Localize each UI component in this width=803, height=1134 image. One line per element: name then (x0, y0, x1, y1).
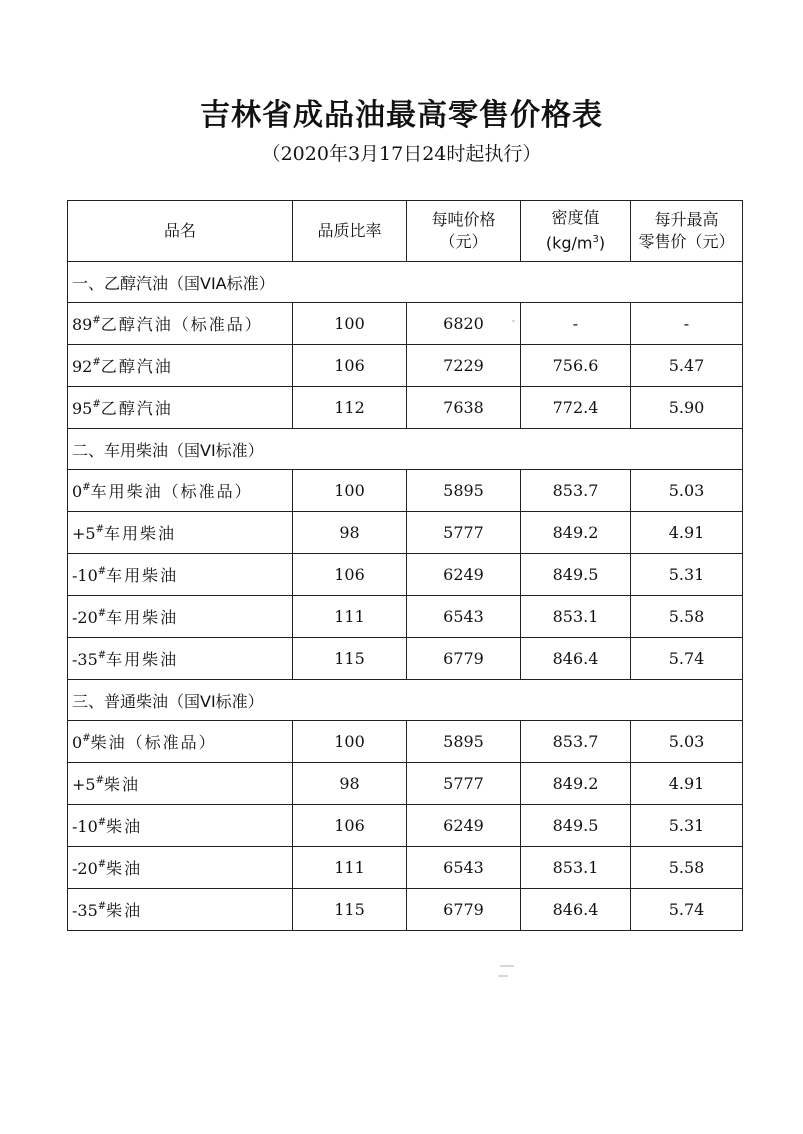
fuel-type: 车用柴油 (106, 566, 179, 585)
fuel-grade: 89# (72, 315, 101, 334)
density-value: 849.5 (521, 805, 631, 847)
product-name (68, 638, 293, 680)
retail-price-per-liter: 4.91 (631, 763, 743, 805)
fuel-grade: -35# (72, 650, 107, 669)
quality-ratio: 111 (293, 847, 407, 889)
fuel-type: 乙醇汽油 (100, 399, 173, 418)
fuel-type: 柴油（标准品） (90, 733, 217, 752)
quality-ratio: 111 (293, 596, 407, 638)
density-value: 853.7 (521, 470, 631, 512)
header-density (521, 201, 631, 262)
price-per-ton: 6820 (407, 303, 521, 345)
product-name (68, 763, 293, 805)
product-name (68, 721, 293, 763)
quality-ratio: 98 (293, 512, 407, 554)
price-per-ton: 5777 (407, 763, 521, 805)
quality-ratio: 100 (293, 303, 407, 345)
product-name (68, 889, 293, 931)
product-name (68, 805, 293, 847)
fuel-type: 柴油 (106, 817, 143, 836)
fuel-grade: 0# (72, 733, 91, 752)
section-header-row (68, 429, 743, 470)
quality-ratio: 115 (293, 638, 407, 680)
table-row (68, 470, 743, 512)
product-name (68, 512, 293, 554)
section-label: 二、车用柴油（国VI标准） (68, 429, 743, 470)
table-row (68, 763, 743, 805)
quality-ratio: 100 (293, 470, 407, 512)
quality-ratio: 112 (293, 387, 407, 429)
fuel-type: 车用柴油 (106, 608, 179, 627)
product-name (68, 596, 293, 638)
fuel-grade: -10# (72, 566, 107, 585)
table-row (68, 805, 743, 847)
retail-price-per-liter: 5.58 (631, 847, 743, 889)
price-per-ton: 5895 (407, 470, 521, 512)
retail-price-per-liter: 5.74 (631, 638, 743, 680)
retail-price-per-liter: 5.03 (631, 470, 743, 512)
quality-ratio: 98 (293, 763, 407, 805)
fuel-grade: +5# (72, 524, 104, 543)
retail-price-per-liter: 5.47 (631, 345, 743, 387)
price-per-ton: 6249 (407, 805, 521, 847)
price-per-ton: 7229 (407, 345, 521, 387)
fuel-type: 车用柴油 (106, 650, 179, 669)
table-header-row (68, 201, 743, 262)
fuel-grade: 0# (72, 482, 91, 501)
table-row (68, 889, 743, 931)
retail-price-per-liter: 5.74 (631, 889, 743, 931)
price-per-ton: 6249 (407, 554, 521, 596)
product-name (68, 554, 293, 596)
header-price-line1: 每吨价格 (431, 210, 496, 229)
retail-price-per-liter: 5.31 (631, 805, 743, 847)
fuel-type: 车用柴油 (103, 524, 176, 543)
table-row (68, 554, 743, 596)
fuel-type: 柴油 (106, 901, 143, 920)
fuel-type: 乙醇汽油（标准品） (100, 315, 263, 334)
price-per-ton: 6779 (407, 638, 521, 680)
fuel-grade: +5# (72, 775, 104, 794)
price-per-ton: 7638 (407, 387, 521, 429)
table-row (68, 596, 743, 638)
density-value: 849.2 (521, 512, 631, 554)
product-name (68, 847, 293, 889)
header-price-line2: （元） (439, 232, 488, 251)
table-row (68, 721, 743, 763)
quality-ratio: 106 (293, 345, 407, 387)
document-subtitle: （2020年3月17日24时起执行） (261, 143, 542, 165)
fuel-grade: -20# (72, 608, 107, 627)
product-name (68, 387, 293, 429)
price-per-ton: 5895 (407, 721, 521, 763)
retail-price-per-liter: 5.90 (631, 387, 743, 429)
table-row (68, 512, 743, 554)
price-per-ton: 6543 (407, 596, 521, 638)
section-label: 一、乙醇汽油（国VIA标准） (68, 262, 743, 303)
density-value: 772.4 (521, 387, 631, 429)
fuel-type: 柴油 (106, 859, 143, 878)
density-value: 849.5 (521, 554, 631, 596)
retail-price-per-liter: 5.58 (631, 596, 743, 638)
product-name (68, 345, 293, 387)
fuel-grade: -20# (72, 859, 107, 878)
product-name (68, 303, 293, 345)
scan-noise (500, 965, 514, 967)
density-value: 853.1 (521, 847, 631, 889)
price-per-ton: 5777 (407, 512, 521, 554)
retail-price-per-liter: 4.91 (631, 512, 743, 554)
quality-ratio: 115 (293, 889, 407, 931)
scan-noise (498, 975, 508, 977)
retail-price-per-liter: 5.03 (631, 721, 743, 763)
table-row (68, 638, 743, 680)
table-row (68, 847, 743, 889)
header-ratio: 品质比率 (293, 201, 407, 262)
price-per-ton: 6779 (407, 889, 521, 931)
header-price (407, 201, 521, 262)
table-row (68, 303, 743, 345)
density-value: 846.4 (521, 889, 631, 931)
header-retail-line1: 每升最高 (654, 210, 719, 229)
fuel-grade: -35# (72, 901, 107, 920)
density-value: 853.1 (521, 596, 631, 638)
table-body (68, 262, 743, 931)
fuel-type: 乙醇汽油 (100, 357, 173, 376)
retail-price-per-liter: - (631, 303, 743, 345)
density-value: 756.6 (521, 345, 631, 387)
section-header-row (68, 680, 743, 721)
density-value: 846.4 (521, 638, 631, 680)
table-row (68, 387, 743, 429)
density-value: 853.7 (521, 721, 631, 763)
header-name: 品名 (68, 201, 293, 262)
document-title: 吉林省成品油最高零售价格表 (200, 98, 603, 133)
quality-ratio: 100 (293, 721, 407, 763)
section-label: 三、普通柴油（国VI标准） (68, 680, 743, 721)
retail-price-per-liter: 5.31 (631, 554, 743, 596)
fuel-type: 柴油 (103, 775, 140, 794)
fuel-grade: 95# (72, 399, 101, 418)
fuel-grade: 92# (72, 357, 101, 376)
quality-ratio: 106 (293, 554, 407, 596)
price-table (67, 200, 743, 931)
table-row (68, 345, 743, 387)
price-per-ton: 6543 (407, 847, 521, 889)
product-name (68, 470, 293, 512)
scan-noise (512, 320, 515, 322)
header-density-line2: $(kg/m^3)$ (545, 233, 606, 253)
header-retail-line2: 零售价（元） (638, 232, 735, 251)
density-value: - (521, 303, 631, 345)
header-retail (631, 201, 743, 262)
fuel-grade: -10# (72, 817, 107, 836)
header-density-line1: 密度值 (551, 208, 600, 228)
density-value: 849.2 (521, 763, 631, 805)
section-header-row (68, 262, 743, 303)
quality-ratio: 106 (293, 805, 407, 847)
fuel-type: 车用柴油（标准品） (90, 482, 253, 501)
